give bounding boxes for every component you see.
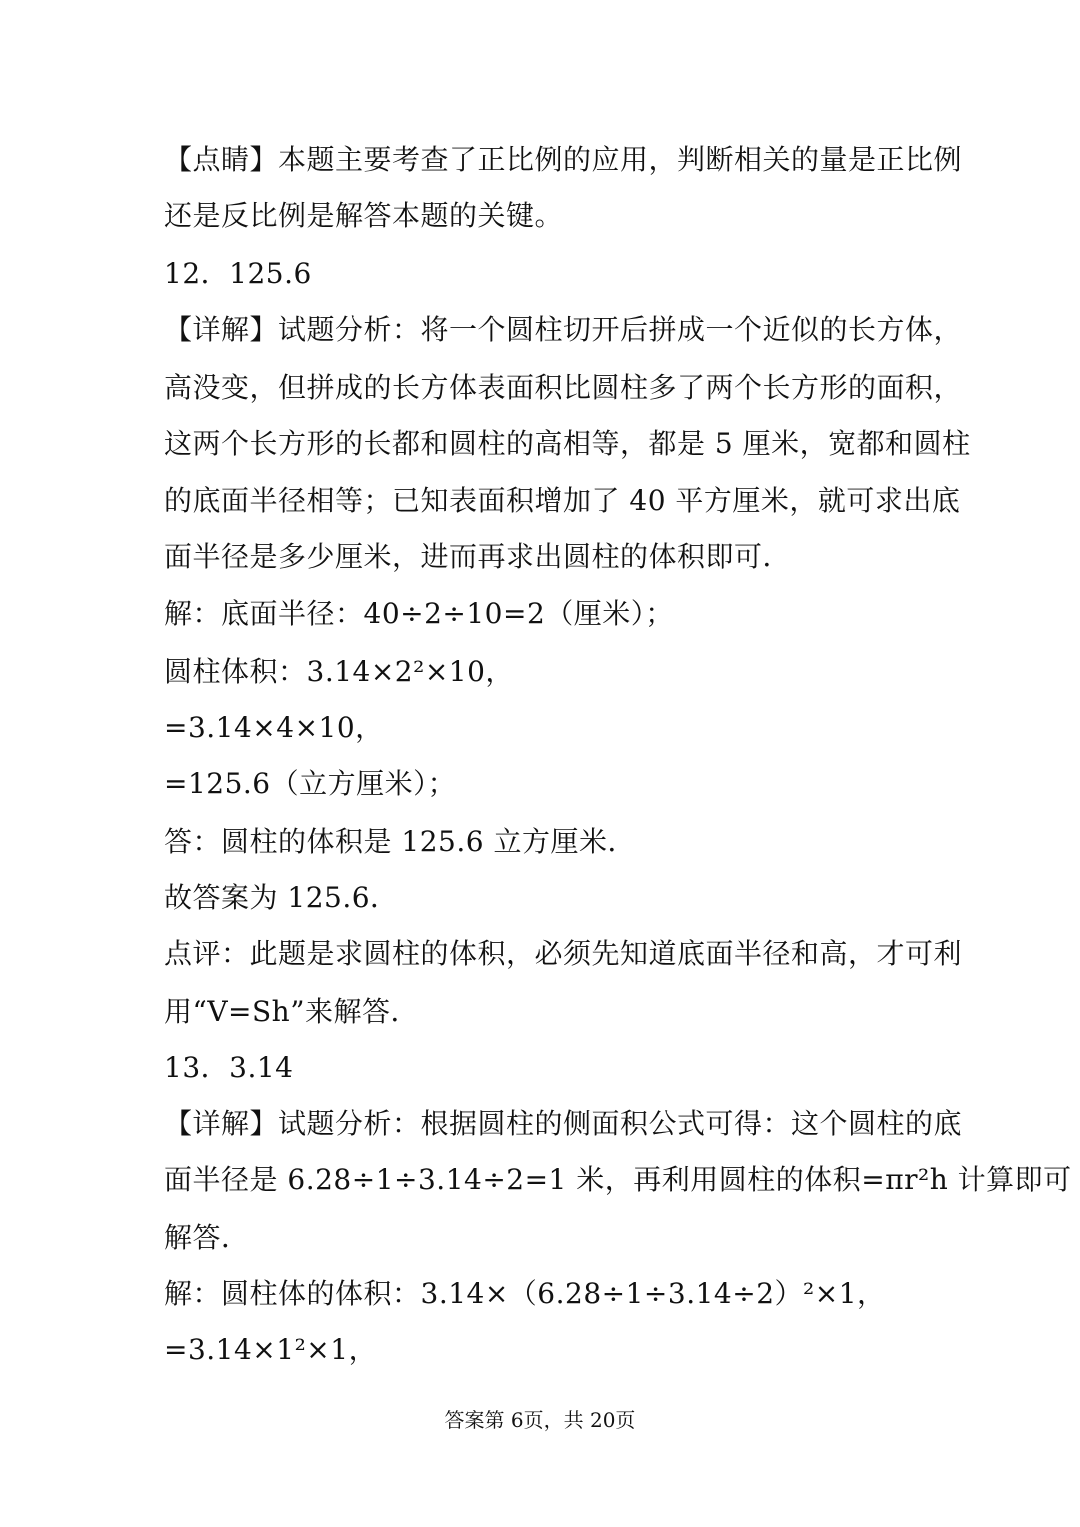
page-footer: 答案第 6页，共 20页	[444, 1408, 636, 1432]
text-line: 点评：此题是求圆柱的体积，必须先知道底面半径和高，才可利	[164, 937, 963, 970]
text-line: =3.14×1²×1，	[164, 1333, 378, 1366]
question-number-line: 12．125.6	[164, 257, 312, 290]
text-line: 解：底面半径：40÷2÷10=2（厘米）；	[164, 597, 674, 630]
text-line: 解：圆柱体的体积：3.14×（6.28÷1÷3.14÷2）²×1，	[164, 1277, 886, 1310]
text-line: 圆柱体积：3.14×2²×10，	[164, 655, 514, 688]
text-line: 用“V=Sh”来解答．	[164, 995, 420, 1028]
text-line: 还是反比例是解答本题的关键。	[164, 199, 564, 232]
text-line: 这两个长方形的长都和圆柱的高相等，都是 5 厘米，宽都和圆柱	[164, 427, 971, 460]
text-line: 高没变，但拼成的长方体表面积比圆柱多了两个长方形的面积，	[164, 371, 963, 404]
text-line: 故答案为 125.6．	[164, 881, 399, 914]
text-line: 面半径是 6.28÷1÷3.14÷2=1 米，再利用圆柱的体积=πr²h 计算即可	[164, 1163, 1072, 1196]
text-line: 【详解】试题分析：根据圆柱的侧面积公式可得：这个圆柱的底	[164, 1107, 963, 1140]
question-number-line: 13．3.14	[164, 1051, 294, 1084]
text-line: 【点睛】本题主要考查了正比例的应用，判断相关的量是正比例	[164, 143, 963, 176]
text-line: 面半径是多少厘米，进而再求出圆柱的体积即可．	[164, 540, 792, 573]
text-line: 解答．	[164, 1221, 250, 1254]
text-line: =125.6（立方厘米）；	[164, 767, 457, 800]
text-line: =3.14×4×10，	[164, 711, 384, 744]
text-line: 【详解】试题分析：将一个圆柱切开后拼成一个近似的长方体，	[164, 313, 963, 346]
text-line: 答：圆柱的体积是 125.6 立方厘米．	[164, 825, 636, 858]
text-line: 的底面半径相等；已知表面积增加了 40 平方厘米，就可求出底	[164, 484, 961, 517]
